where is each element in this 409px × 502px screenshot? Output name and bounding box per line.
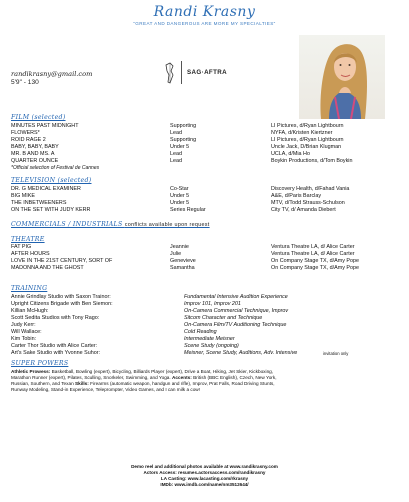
footer-imdb[interactable]: IMDb: www.imdb.com/name/nm3512644/	[160, 482, 249, 487]
training-col-1: Carter Thor Studio with Alice Carter:	[11, 343, 98, 349]
tv-col-1: BIG MIKE	[11, 193, 35, 199]
training-col-1: Judy Kerr:	[11, 322, 36, 328]
tv-col-2: Co-Star	[170, 186, 189, 192]
theatre-col-2: Julie	[170, 251, 182, 257]
tv-row	[11, 200, 401, 207]
film-col-1: ROID RAGE 2	[11, 137, 46, 143]
film-col-2: Lead	[170, 130, 182, 136]
film-row	[11, 151, 401, 158]
training-row	[11, 329, 401, 336]
training-col-1: Killian McHugh:	[11, 308, 49, 314]
film-col-3: UCLA, d/Mia Ho	[271, 151, 310, 157]
headshot-photo	[299, 35, 385, 119]
training-col-1: Will Wallace:	[11, 329, 42, 335]
film-col-1: BABY, BABY, BABY	[11, 144, 59, 150]
section-heading-training: TRAINING	[11, 285, 48, 292]
theatre-col-1: AFTER HOURS	[11, 251, 50, 257]
film-col-3: Uncle Jack, D/Brian Klugman	[271, 144, 342, 150]
theatre-row	[11, 265, 401, 272]
tv-col-3: City TV, d/ Amanda Diebert	[271, 207, 336, 213]
training-row	[11, 322, 401, 329]
film-col-3: Boykin Productions, d/Tom Boykin	[271, 158, 353, 164]
tv-col-1: ON THE SET WITH JUDY KERR	[11, 207, 91, 213]
divider	[181, 61, 182, 84]
tv-col-3: Discovery Health, d/Fahad Vania	[271, 186, 350, 192]
theatre-col-3: On Company Stage TX, d/Amy Pope	[271, 265, 359, 271]
film-col-2: Lead	[170, 158, 182, 164]
theatre-row	[11, 258, 401, 265]
training-row	[11, 308, 401, 315]
tv-row	[11, 207, 401, 214]
film-row	[11, 158, 401, 165]
training-col-1: Upright Citizens Brigade with Ben Siemon:	[11, 301, 113, 307]
skills-text-cont: Runway Modeling, Stand-in Experience, Teleprompter, Video Games, and I can milk a cow!	[11, 387, 200, 393]
training-col-1: Kim Tobin:	[11, 336, 37, 342]
film-col-1: MR. B AND MS. A	[11, 151, 55, 157]
film-col-2: Lead	[170, 151, 182, 157]
theatre-col-1: MADONNA AND THE GHOST	[11, 265, 84, 271]
tv-col-3: MTV, d/Todd Strauss-Schulson	[271, 200, 345, 206]
film-col-2: Under 5	[170, 144, 190, 150]
film-col-3: LI Pictures, d/Ryan Lightbourn	[271, 137, 344, 143]
theatre-col-3: Ventura Theatre LA, d/ Alice Carter	[271, 251, 355, 257]
accents-text-cont: Russian, Southern, and Texan	[11, 381, 76, 387]
theatre-col-3: Ventura Theatre LA, d/ Alice Carter	[271, 244, 355, 250]
training-row	[11, 294, 401, 301]
sag-aftra-logo-icon	[163, 62, 177, 84]
height-weight: 5'9" - 130	[11, 79, 39, 86]
tv-col-3: A&E, d/Paris Barclay	[271, 193, 322, 199]
theatre-col-2: Jeannie	[170, 244, 189, 250]
footer-demo-reel[interactable]: Demo reel and additional photos available at www.randikrasny.com	[131, 464, 278, 469]
theatre-row	[11, 251, 401, 258]
training-row	[11, 301, 401, 308]
training-col-2: On-Camera Film/TV Auditioning Technique	[184, 322, 287, 328]
footer-la-casting[interactable]: LA Casting: www.lacasting.com/rkrasny	[160, 476, 249, 481]
section-heading-super-powers: SUPER POWERS	[11, 360, 69, 367]
theatre-col-2: Samantha	[170, 265, 195, 271]
training-col-2: On-Camera Commercial Technique, Improv	[184, 308, 289, 314]
training-col-2: Meisner, Scene Study, Auditions, Adv. Intensive	[184, 350, 298, 356]
email[interactable]: randikrasny@gmail.com	[11, 70, 93, 78]
training-row	[11, 315, 401, 322]
theatre-col-3: On Company Stage TX, d/Amy Pope	[271, 258, 359, 264]
training-col-1: Scott Sedita Studios with Tony Rago:	[11, 315, 100, 321]
sag-aftra-label: SAG·AFTRA	[187, 69, 228, 76]
section-heading-commercials	[11, 221, 210, 228]
film-row	[11, 130, 401, 137]
section-heading-theatre: THEATRE	[11, 236, 45, 243]
footer-actors-access[interactable]: Actors Access: resumes.actorsaccess.com/randikrasny	[143, 470, 266, 475]
training-col-2: Cold Reading	[184, 329, 217, 335]
super-powers-paragraph	[11, 369, 399, 393]
training-col-2: Intermediate Meisner	[184, 336, 235, 342]
training-row	[11, 350, 401, 357]
film-row	[11, 123, 401, 130]
tv-col-1: THE INBETWEENERS	[11, 200, 67, 206]
tv-row	[11, 186, 401, 193]
tv-col-2: Series Regular	[170, 207, 206, 213]
theatre-col-2: Genevieve	[170, 258, 196, 264]
film-row	[11, 144, 401, 151]
athletic-label: Athletic Prowess:	[11, 369, 51, 374]
tv-col-1: DR. G MEDICAL EXAMINER	[11, 186, 81, 192]
training-col-2: Sitcom Character and Technique	[184, 315, 263, 321]
training-col-2: Improv 101, Improv 201	[184, 301, 241, 307]
tagline: "GREAT AND DANGEROUS ARE MORE MY SPECIALTIES"	[133, 21, 276, 26]
accents-text: British (BBC English), Czech, New York,	[191, 375, 277, 381]
commercials-heading-text: COMMERCIALS / INDUSTRIALS	[11, 221, 123, 228]
theatre-row	[11, 244, 401, 251]
film-col-2: Supporting	[170, 123, 197, 129]
invitation-only-note: invitation only	[323, 351, 349, 356]
section-heading-television: TELEVISION (selected)	[11, 177, 92, 184]
film-col-2: Supporting	[170, 137, 197, 143]
commercials-note: conflicts available upon request	[124, 222, 210, 228]
skills-text: Firearms (automatic weapon, handgun and rifle), Improv, Prat Falls, Road Driving Stunts,	[88, 381, 275, 387]
training-col-2: Fundamental Intensive Audition Experience	[184, 294, 288, 300]
tv-row	[11, 193, 401, 200]
film-col-3: LI Pictures, d/Ryan Lightbourn	[271, 123, 344, 129]
training-col-2: Scene Study (ongoing)	[184, 343, 239, 349]
theatre-col-1: FAT PIG	[11, 244, 32, 250]
athletic-text-cont: Marathon Runner (expert), Pilates, Sculling, Snorkeler, Swimming, and Yoga.	[11, 375, 173, 381]
film-col-3: NYFA, d/Kristen Kiertzner	[271, 130, 333, 136]
film-col-1: QUARTER OUNCE	[11, 158, 59, 164]
training-col-1: Annie Grindlay Studio with Saxon Trainor:	[11, 294, 111, 300]
section-heading-film: FILM (selected)	[11, 114, 66, 121]
accents-label: Accents:	[172, 375, 192, 381]
training-row	[11, 343, 401, 350]
theatre-col-1: LOVE IN THE 21ST CENTURY, SORT OF	[11, 258, 113, 264]
skills-label: Skills:	[75, 381, 89, 387]
athletic-text: Basketball, Bowling (expert), Bicycling, Billiards Player (expert), Drive a Boat, Hiking, Jet Skier, Kickboxing,	[50, 369, 274, 374]
tv-col-2: Under 5	[170, 193, 190, 199]
film-col-1: FLOWERS*	[11, 130, 40, 136]
actor-name: Randi Krasny	[153, 4, 256, 20]
film-row	[11, 137, 401, 144]
training-row	[11, 336, 401, 343]
film-footnote: *Official selection of Festival de Cannes	[11, 165, 100, 171]
film-col-1: MINUTES PAST MIDNIGHT	[11, 123, 79, 129]
training-col-1: Art's Sake Studio with Yvonne Suhor:	[11, 350, 101, 356]
tv-col-2: Under 5	[170, 200, 190, 206]
